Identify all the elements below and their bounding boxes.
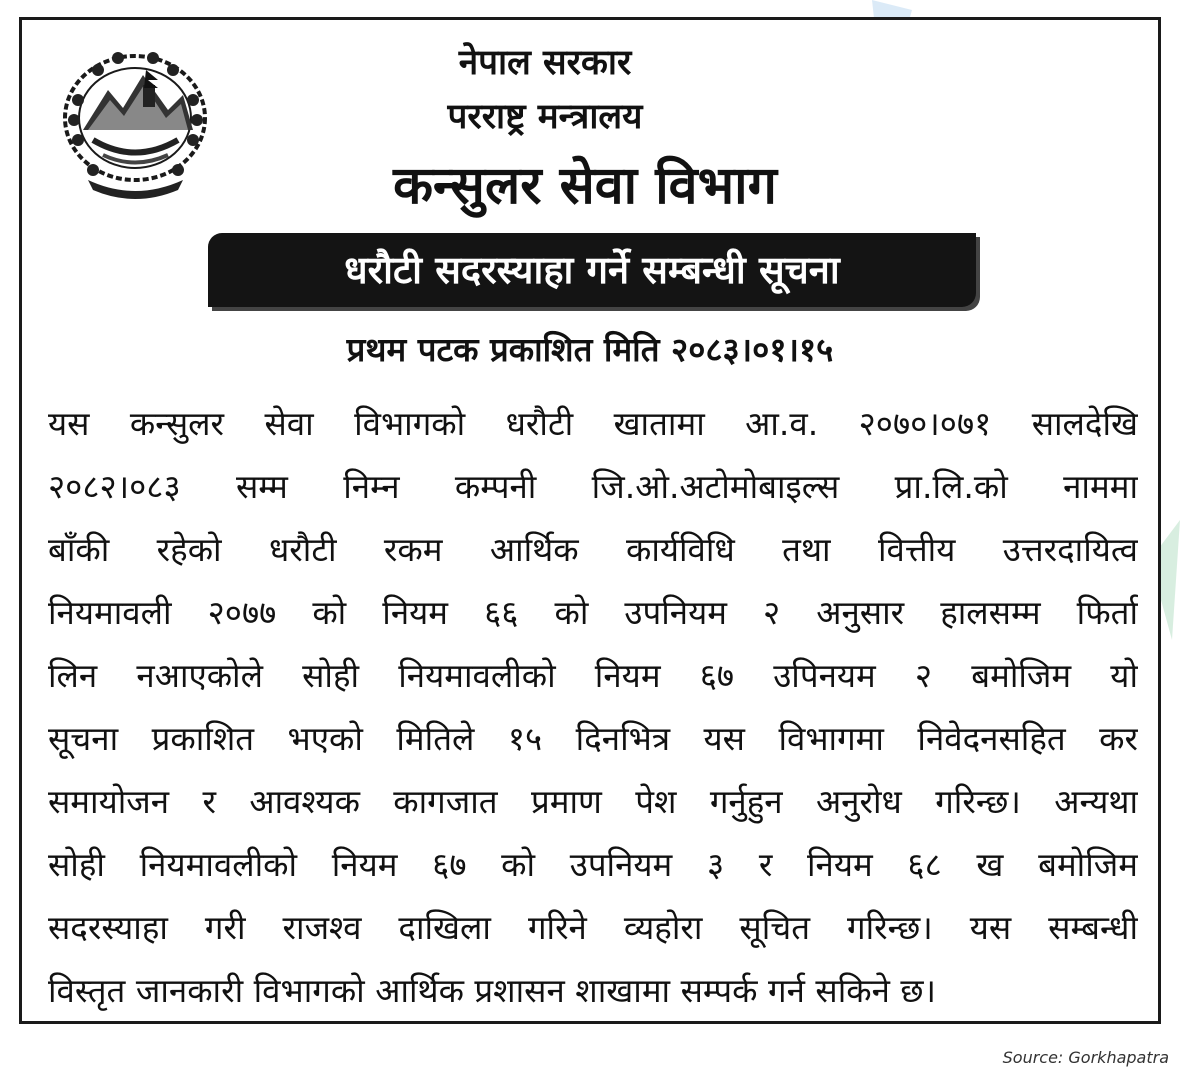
notice-body-line: लिन नआएकोले सोही नियमावलीको नियम ६७ उपिनयम २ बमोजिम यो [48,656,1138,695]
department-name: कन्सुलर सेवा विभाग [393,156,777,216]
nepal-government-emblem-icon [48,30,223,205]
notice-body-line: विस्तृत जानकारी विभागको आर्थिक प्रशासन शाखामा सम्पर्क गर्न सकिने छ। [48,971,937,1010]
notice-body-line: सदरस्याहा गरी राजश्व दाखिला गरिने व्यहोरा सूचित गरिन्छ। यस सम्बन्धी [48,908,1138,947]
source-credit: Source: Gorkhapatra [1002,1048,1169,1067]
notice-body-line: बाँकी रहेको धरौटी रकम आर्थिक कार्यविधि तथा वित्तीय उत्तरदायित्व [48,530,1138,569]
notice-body-line: यस कन्सुलर सेवा विभागको धरौटी खातामा आ.व. २०७०।०७१ सालदेखि [48,404,1138,443]
notice-title-banner [208,233,976,307]
notice-body-line: समायोजन र आवश्यक कागजात प्रमाण पेश गर्नुहुन अनुरोध गरिन्छ। अन्यथा [48,782,1138,821]
government-name: नेपाल सरकार [458,43,632,83]
notice-body-line: सोही नियमावलीको नियम ६७ को उपनियम ३ र नियम ६८ ख बमोजिम [48,845,1138,884]
notice-body-line: नियमावली २०७७ को नियम ६६ को उपनियम २ अनुसार हालसम्म फिर्ता [48,593,1138,632]
notice-title: धरौटी सदरस्याहा गर्ने सम्बन्धी सूचना [344,248,840,292]
notice-body [48,392,1138,1022]
notice-body-line: २०८२।०८३ सम्म निम्न कम्पनी जि.ओ.अटोमोबाइल्स प्रा.लि.को नाममा [48,467,1138,506]
ministry-name: परराष्ट्र मन्त्रालय [447,97,643,137]
notice-body-line: सूचना प्रकाशित भएको मितिले १५ दिनभित्र यस विभागमा निवेदनसहित कर [48,719,1138,758]
publish-date: प्रथम पटक प्रकाशित मिति २०८३।०१।१५ [346,330,834,369]
